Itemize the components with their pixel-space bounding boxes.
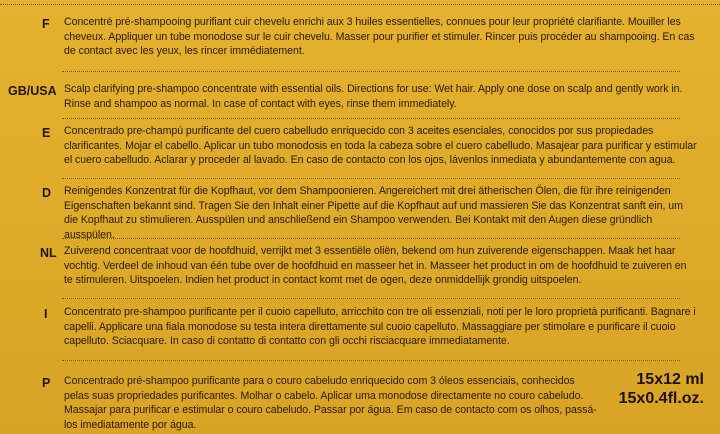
lang-text-pt: Concentrado pré-shampoo purificante para o couro cabeludo enriquecido com 3 óleos essenciais, conhecidos pelas suas propriedades purificantes. Molhar o cabelo. Aplicar uma monodose directamente no couro cabeludo. Massajar para purificar e estimular o couro cabeludo. Passar por água. Em caso de contacto com os olhos, passá-los imediatamente por água. <box>64 375 597 431</box>
lang-text-en: Scalp clarifying pre-shampoo concentrate with essential oils. Directions for use: Wet hair. Apply one dose on scalp and gently work in. Rinse and shampoo as normal. In case of contact with eyes, rinse them immediately. <box>64 83 683 110</box>
lang-text-it: Concentrato pre-shampoo purificante per il cuoio capelluto, arricchito con tre oli essenziali, noti per le loro proprietà purificanti. Bagnare i capelli. Applicare una fiala monodose su testa intera direttamente sul cuoio capelluto. Massaggiare per stimolare e purificare il cuoio capelluto. Sciacquare. In caso di contatto di contatto con gli occhi risciacquare immediatamente. <box>64 306 696 348</box>
divider <box>62 178 680 179</box>
lang-text-es: Concentrado pre-champú purificante del cuero cabelludo enriquecido con 3 aceites esenciales, conocidos por sus propiedades clarificantes. Mojar el cabello. Aplicar un tubo monodosis en toda la cabeza sobre el cuero cabelludo. Masajear para purificar y estimular el cuero cabelludo. Aclarar y proceder al lavado. En caso de contacto con los ojos, lávenlos inmediata y abundantemente con agua. <box>64 125 697 167</box>
quantity-label <box>619 370 704 408</box>
lang-code-fr: F <box>42 17 50 31</box>
lang-text-de: Reinigendes Konzentrat für die Kopfhaut, vor dem Shampoonieren. Angereichert mit drei ätherischen Ölen, die für ihre reinigenden Eigenschaften bekannt sind. Tragen Sie den Inhalt einer Pipette auf die Kopfhaut auf und massieren Sie das Konzentrat sanft ein, um die Kopfhaut zu stimulieren. Ausspülen und anschließend ein Shampoo verwenden. Bei Kontakt mit den Augen diese gründlich ausspülen. <box>64 185 683 241</box>
divider <box>62 71 680 72</box>
quantity-metric: 15x12 ml <box>636 371 704 388</box>
lang-text-fr: Concentré pré-shampooing purifiant cuir chevelu enrichi aux 3 huiles essentielles, connues pour leur propriété clarifiante. Mouiller les cheveux. Appliquer un tube monodose sur le cuir chevelu. Masser pour purifier et stimuler. Rincer puis procéder au shampooing. En cas de contact avec les yeux, les rincer immédiatement. <box>64 16 695 58</box>
lang-code-de: D <box>42 186 52 200</box>
lang-text-nl: Zuiverend concentraat voor de hoofdhuid, verrijkt met 3 essentiële oliën, bekend om hun zuiverende eigenschappen. Maak het haar vochtig. Verdeel de inhoud van één tube over de hoofdhuid en masseer het in. Masseer het product in om de hoofdhuid te zuiveren en te stimuleren. Uitspoelen. Indien het product in contact komt met de ogen, deze onmiddellijk grondig uitspoelen. <box>64 245 687 287</box>
divider <box>62 360 680 361</box>
top-divider <box>0 4 720 5</box>
divider <box>62 238 680 239</box>
quantity-imperial: 15x0.4fl.oz. <box>618 390 704 407</box>
divider <box>62 118 680 119</box>
lang-code-nl: NL <box>40 246 57 260</box>
lang-code-en: GB/USA <box>8 84 57 98</box>
divider <box>62 298 680 299</box>
lang-code-pt: P <box>42 376 51 390</box>
lang-code-it: I <box>44 307 48 321</box>
lang-code-es: E <box>42 126 51 140</box>
